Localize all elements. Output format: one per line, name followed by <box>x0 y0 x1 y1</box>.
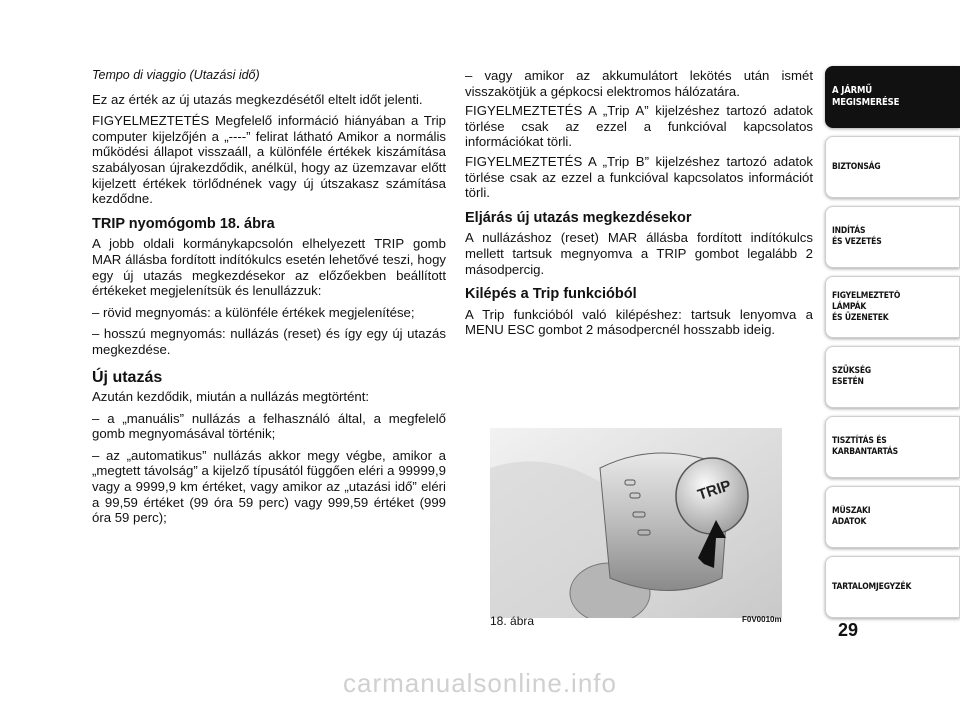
figure-code: F0V0010m <box>742 615 782 624</box>
page-number: 29 <box>838 620 859 640</box>
chapter-tabs <box>825 66 955 592</box>
heading-exit-trip: Kilépés a Trip funkcióból <box>465 286 637 303</box>
subtitle-travel-time: Tempo di viaggio (Utazási idő) <box>92 68 260 82</box>
heading-new-trip-procedure: Eljárás új utazás megkezdésekor <box>465 209 692 226</box>
paragraph: A nullázáshoz (reset) MAR állásba fordított indítókulcs mellett tartsuk megnyomva a TRIP gombot legalább 2 másodpercig. <box>465 230 813 277</box>
heading-new-trip: Új utazás <box>92 368 163 386</box>
tab-maintenance[interactable]: TISZTÍTÁS ÉS KARBANTARTÁS <box>825 416 960 478</box>
list-item: – vagy amikor az akkumulátort lekötés után ismét visszakötjük a gépkocsi elektromos hálózatára. <box>465 68 813 99</box>
list-item: – az „automatikus” nullázás akkor megy végbe, amikor a „megtett távolság” a kijelző típusától függően eléri a 99999,9 vagy a 9999,9 km értéket, vagy amikor az „utazási idő” eléri a 99,59 értéket (99 óra 59 perc) vagy 999,59 értéket (999 óra 59 perc); <box>92 447 446 526</box>
tab-warning-lights[interactable]: FIGYELMEZTETŐ LÁMPÁK ÉS ÜZENETEK <box>825 276 960 338</box>
list-item: – rövid megnyomás: a különféle értékek megjelenítése; <box>92 304 415 320</box>
trip-button-figure <box>490 428 782 618</box>
trip-button-label: TRIP <box>695 477 734 504</box>
tab-emergency[interactable]: SZÜKSÉG ESETÉN <box>825 346 960 408</box>
steering-stalk-illustration <box>490 428 782 618</box>
tab-vehicle-overview[interactable]: A JÁRMŰ MEGISMERÉSE <box>825 66 960 128</box>
tab-safety[interactable]: BIZTONSÁG <box>825 136 960 198</box>
list-item: – a „manuális” nullázás a felhasználó által, a megfelelő gomb megnyomásával történik; <box>92 410 446 442</box>
paragraph: A jobb oldali kormánykapcsolón elhelyezett TRIP gomb MAR állásba fordított indítókulcs esetén lehetővé teszi, hogy egy új utazás megkezdésekor az előzőekben beállított értékeket megjelenítsük és lenullázzuk: <box>92 236 446 299</box>
right-column <box>465 68 813 342</box>
figure-caption: 18. ábra <box>490 614 535 628</box>
paragraph: A Trip funkcióból való kilépéshez: tartsuk lenyomva a MENU ESC gombot 2 másodpercnél hosszabb ideig. <box>465 306 813 338</box>
tab-technical-data[interactable]: MŰSZAKI ADATOK <box>825 486 960 548</box>
paragraph: Azután kezdődik, miután a nullázás megtörtént: <box>92 389 370 405</box>
tab-contents[interactable]: TARTALOMJEGYZÉK <box>825 556 960 618</box>
left-column <box>92 68 446 532</box>
heading-trip-button: TRIP nyomógomb 18. ábra <box>92 215 275 232</box>
watermark: carmanualsonline.info <box>343 668 617 698</box>
list-item: – hosszú megnyomás: nullázás (reset) és így egy új utazás megkezdése. <box>92 326 446 357</box>
paragraph: Ez az érték az új utazás megkezdésétől eltelt időt jelenti. <box>92 91 423 107</box>
warning-paragraph: FIGYELMEZTETÉS A „Trip B” kijelzéshez tartozó adatok törlése csak az ezzel a funkcióval kapcsolatos információt törli. <box>465 153 813 201</box>
tab-starting-driving[interactable]: INDÍTÁS ÉS VEZETÉS <box>825 206 960 268</box>
warning-paragraph: FIGYELMEZTETÉS Megfelelő információ hiányában a Trip computer kijelzőjén a „----” felirat látható Amikor a normális működési állapot visszaáll, a különféle értékek kiszámítása szabályosan újrakezdődik, anélkül, hogy az üzemzavar előtt kijelzett értékek törlődnének vagy új útszakasz számítása kezdődne. <box>92 113 446 207</box>
warning-paragraph: FIGYELMEZTETÉS A „Trip A” kijelzéshez tartozó adatok törlése csak az ezzel a funkcióval kapcsolatos információkat törli. <box>465 103 813 150</box>
